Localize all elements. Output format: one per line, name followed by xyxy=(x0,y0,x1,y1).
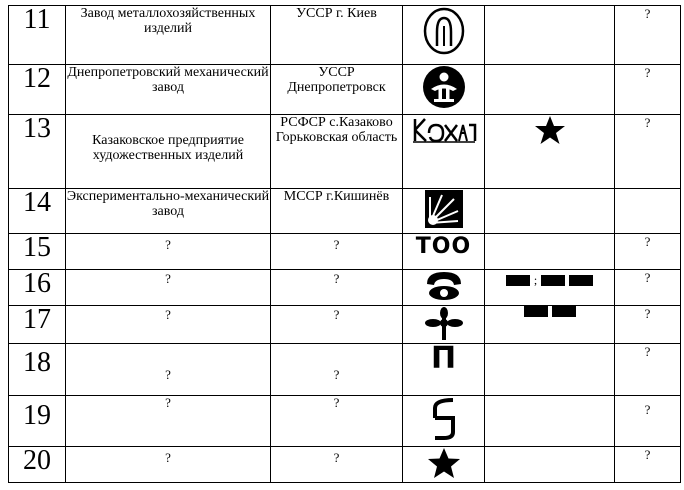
factory-name: ? xyxy=(66,234,271,270)
sunburst-square-logo xyxy=(424,189,464,229)
logo-cell xyxy=(403,6,485,65)
status-value xyxy=(615,189,681,234)
factory-location: УССР Днепропетровск xyxy=(271,65,403,115)
factory-location: ? xyxy=(271,306,403,344)
factory-name: ? xyxy=(66,447,271,483)
star-icon xyxy=(534,115,566,145)
table-row xyxy=(9,270,681,306)
logo-cell xyxy=(403,65,485,115)
table-row xyxy=(9,306,681,344)
logo-cell xyxy=(403,189,485,234)
note-cell xyxy=(485,447,615,483)
note-cell xyxy=(485,234,615,270)
row-number: 14 xyxy=(9,189,66,234)
factory-location: МССР г.Кишинёв xyxy=(271,189,403,234)
status-value: ? xyxy=(615,115,681,189)
row-number: 13 xyxy=(9,115,66,189)
row-number: 11 xyxy=(9,6,66,65)
status-value: ? xyxy=(615,270,681,306)
note-cell xyxy=(485,270,615,306)
status-value: ? xyxy=(615,306,681,344)
note-cell xyxy=(485,344,615,396)
row-number: 17 xyxy=(9,306,66,344)
hook-five-logo xyxy=(429,396,459,442)
table-row xyxy=(9,234,681,270)
redacted-blocks xyxy=(485,275,614,286)
status-value: ? xyxy=(615,65,681,115)
status-value: ? xyxy=(615,396,681,447)
status-value: ? xyxy=(615,447,681,483)
factory-location: ? xyxy=(271,270,403,306)
factory-name: Завод металлохозяйственных изделий xyxy=(66,6,271,65)
kkhi-monogram-logo xyxy=(411,115,477,145)
note-cell xyxy=(485,6,615,65)
factory-name: Казаковское предприятие художественных изделий xyxy=(66,115,271,189)
too-text-logo: ТОО xyxy=(415,234,472,259)
logo-cell xyxy=(403,270,485,306)
note-cell xyxy=(485,189,615,234)
row-number: 12 xyxy=(9,65,66,115)
arch-circle-logo xyxy=(422,6,466,56)
marks-table xyxy=(8,5,681,483)
logo-cell xyxy=(403,447,485,483)
factory-name: Днепропетровский механический завод xyxy=(66,65,271,115)
logo-cell xyxy=(403,344,485,396)
note-separator: ; xyxy=(533,273,538,287)
note-cell xyxy=(485,65,615,115)
status-value: ? xyxy=(615,6,681,65)
note-cell xyxy=(485,306,615,344)
row-number: 19 xyxy=(9,396,66,447)
factory-name: ? xyxy=(66,306,271,344)
table-row xyxy=(9,115,681,189)
factory-location: ? xyxy=(271,447,403,483)
redacted-blocks-row2 xyxy=(485,306,614,317)
star-logo xyxy=(427,447,461,479)
table-row xyxy=(9,344,681,396)
row-number: 18 xyxy=(9,344,66,396)
table-row xyxy=(9,447,681,483)
factory-location: ? xyxy=(271,344,403,396)
figure-circle-logo xyxy=(422,65,466,109)
table-row xyxy=(9,189,681,234)
factory-name: ? xyxy=(66,344,271,396)
cross-flower-logo xyxy=(424,306,464,342)
p-letter-logo: П xyxy=(430,343,457,376)
logo-cell xyxy=(403,234,485,270)
logo-cell xyxy=(403,396,485,447)
note-cell xyxy=(485,115,615,189)
factory-name: ? xyxy=(66,396,271,447)
note-cell xyxy=(485,396,615,447)
logo-cell xyxy=(403,115,485,189)
logo-cell xyxy=(403,306,485,344)
table-row xyxy=(9,65,681,115)
telephone-logo xyxy=(424,270,464,302)
factory-location: УССР г. Киев xyxy=(271,6,403,65)
factory-location: ? xyxy=(271,234,403,270)
status-value: ? xyxy=(615,234,681,270)
factory-name: Экспериментально-механический завод xyxy=(66,189,271,234)
factory-location: РСФСР с.Казаково Горьковская область xyxy=(271,115,403,189)
table-row xyxy=(9,396,681,447)
table-row xyxy=(9,6,681,65)
status-value: ? xyxy=(615,344,681,396)
row-number: 16 xyxy=(9,270,66,306)
row-number: 20 xyxy=(9,447,66,483)
row-number: 15 xyxy=(9,234,66,270)
factory-name: ? xyxy=(66,270,271,306)
factory-location: ? xyxy=(271,396,403,447)
